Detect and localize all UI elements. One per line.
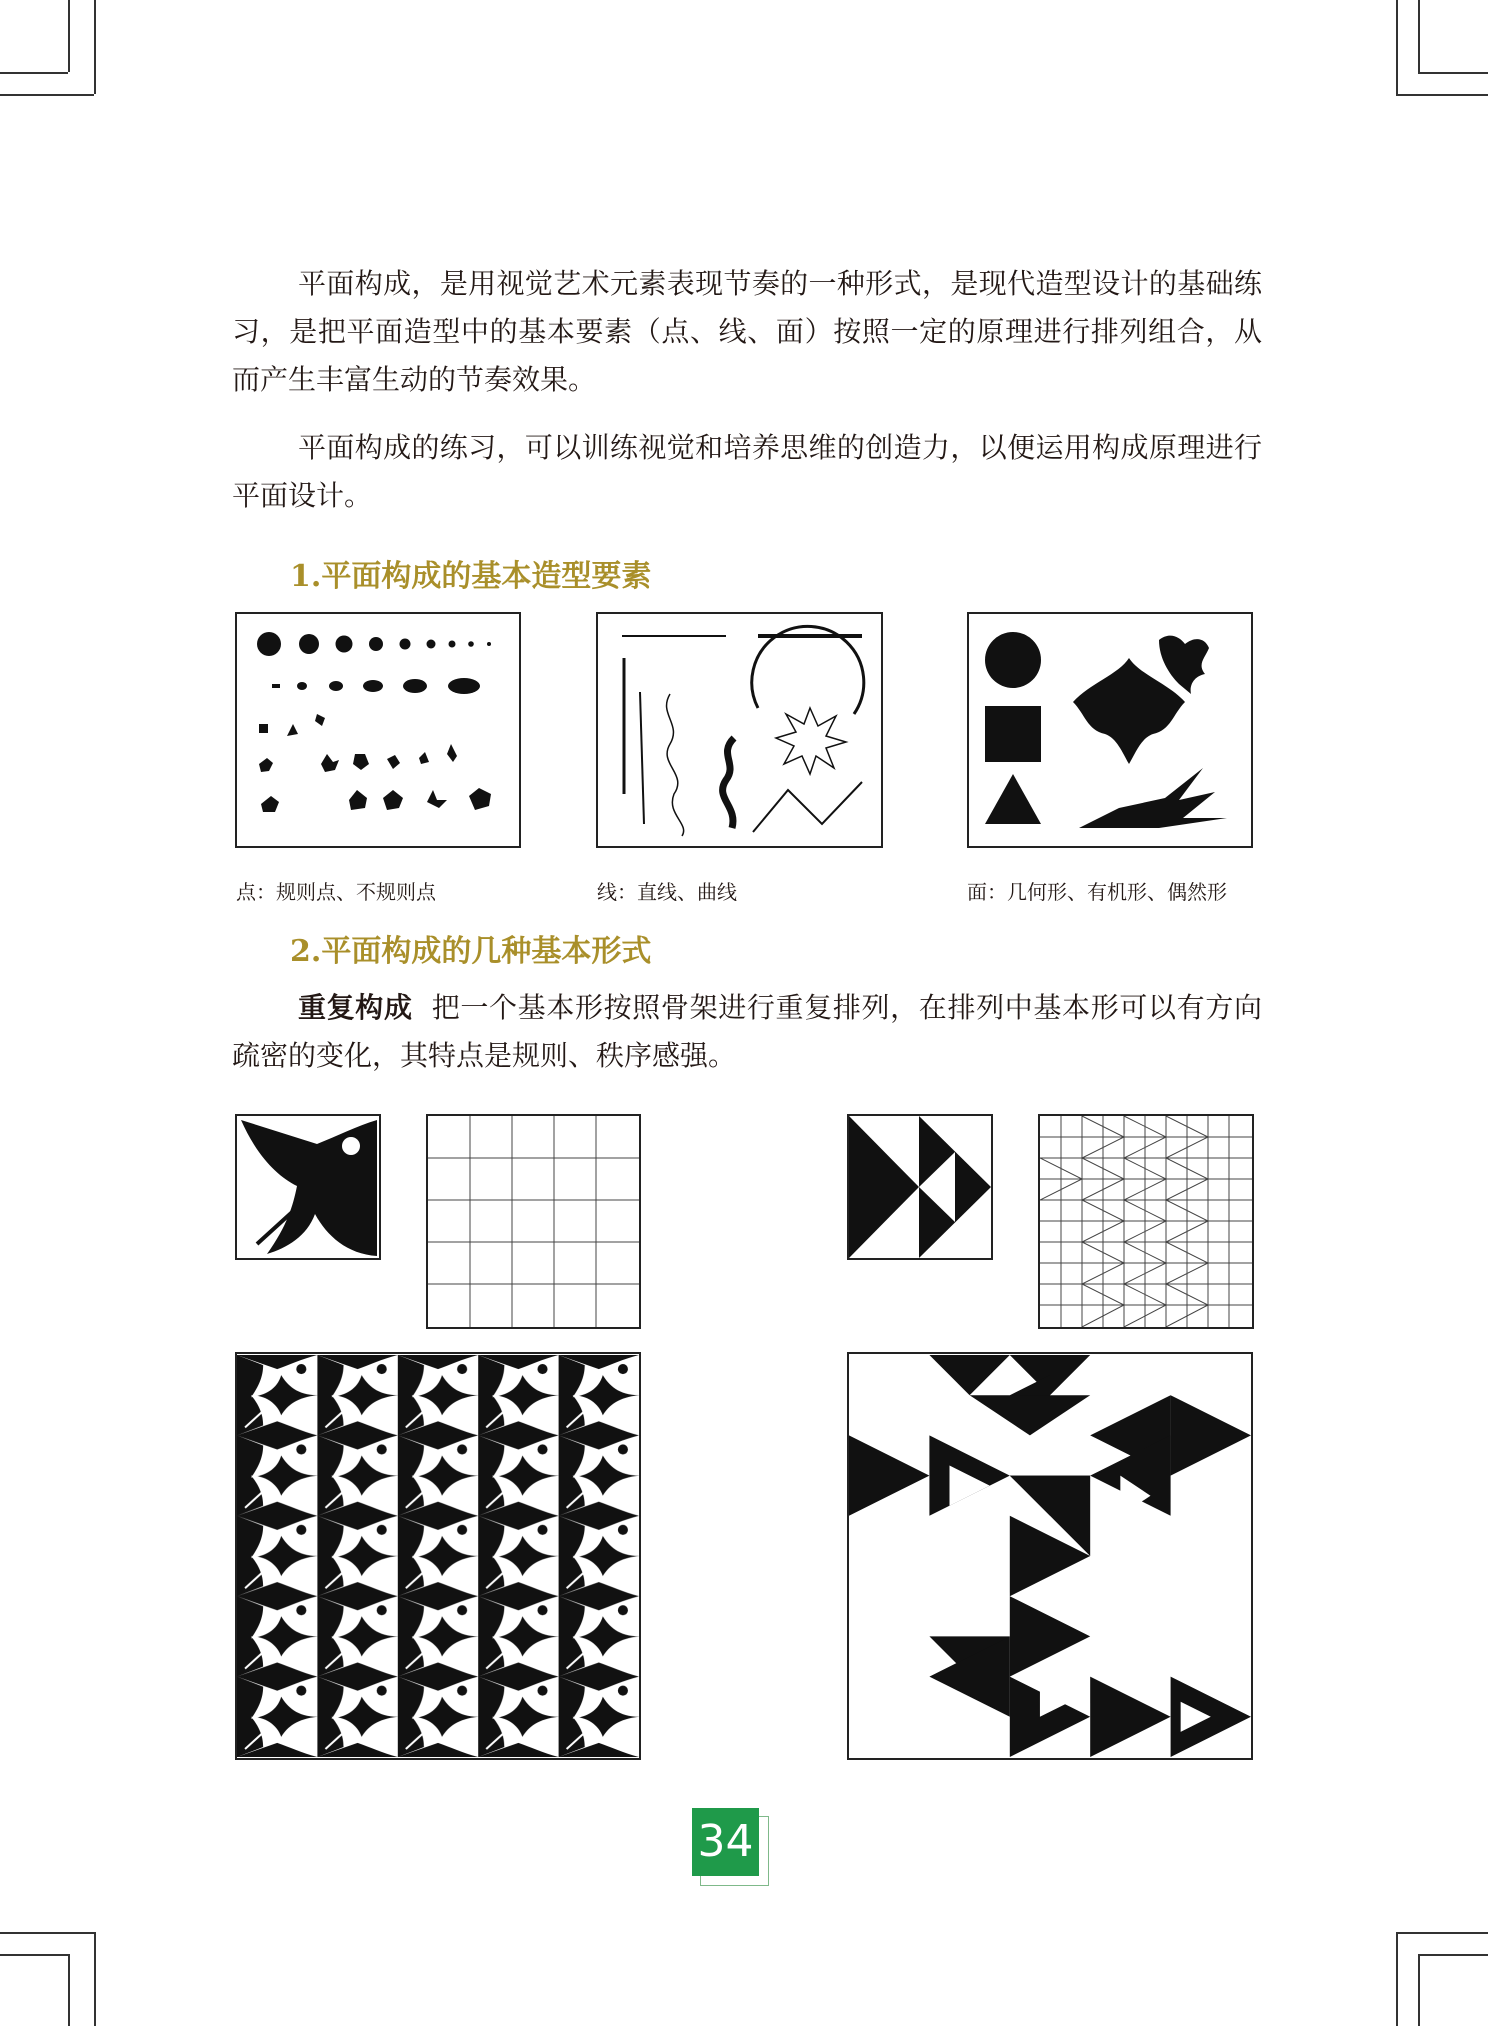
grid-skeleton-square [426,1114,641,1329]
crop-mark [1396,1932,1398,2026]
figure-planes [967,612,1253,848]
repeat-description: 把一个基本形按照骨架进行重复排列，在排列中基本形可以有方向疏密的变化，其特点是规则、秩序感强。 [232,991,1262,1072]
crop-mark [68,1954,70,2026]
crop-mark [1396,94,1488,96]
crop-mark [1396,1932,1488,1934]
caption-planes: 面：几何形、有机形、偶然形 [967,880,1227,904]
page-number: 34 [692,1808,759,1876]
crop-mark [1396,0,1398,94]
repeat-paragraph [232,984,1262,1080]
intro-paragraph-2: 平面构成的练习，可以训练视觉和培养思维的创造力，以便运用构成原理进行平面设计。 [232,431,1262,512]
crop-mark [1418,1954,1420,2026]
crop-mark [1418,0,1420,72]
crop-mark [0,72,68,74]
crop-mark [94,1932,96,2026]
grid-skeleton-triangles [1038,1114,1254,1329]
basic-shape-triangles [847,1114,993,1260]
caption-points: 点：规则点、不规则点 [236,880,436,904]
caption-lines: 线：直线、曲线 [597,880,737,904]
crop-mark [68,0,70,72]
crop-mark [0,1932,94,1934]
crop-mark [1418,1954,1488,1956]
repeat-term: 重复构成 [298,991,413,1024]
repeat-pattern-triangles [847,1352,1253,1760]
figure-points [235,612,521,848]
crop-mark [0,1954,68,1956]
intro-paragraph-1: 平面构成，是用视觉艺术元素表现节奏的一种形式，是现代造型设计的基础练习，是把平面造型中的基本要素（点、线、面）按照一定的原理进行排列组合，从而产生丰富生动的节奏效果。 [232,267,1262,396]
crop-mark [94,0,96,94]
figure-lines [596,612,883,848]
section-heading-elements: 1.平面构成的基本造型要素 [290,559,652,594]
basic-shape-leaf [235,1114,381,1260]
crop-mark [0,94,94,96]
crop-mark [1418,72,1488,74]
section-heading-forms: 2.平面构成的几种基本形式 [290,934,652,969]
repeat-pattern-leaf [235,1352,641,1760]
